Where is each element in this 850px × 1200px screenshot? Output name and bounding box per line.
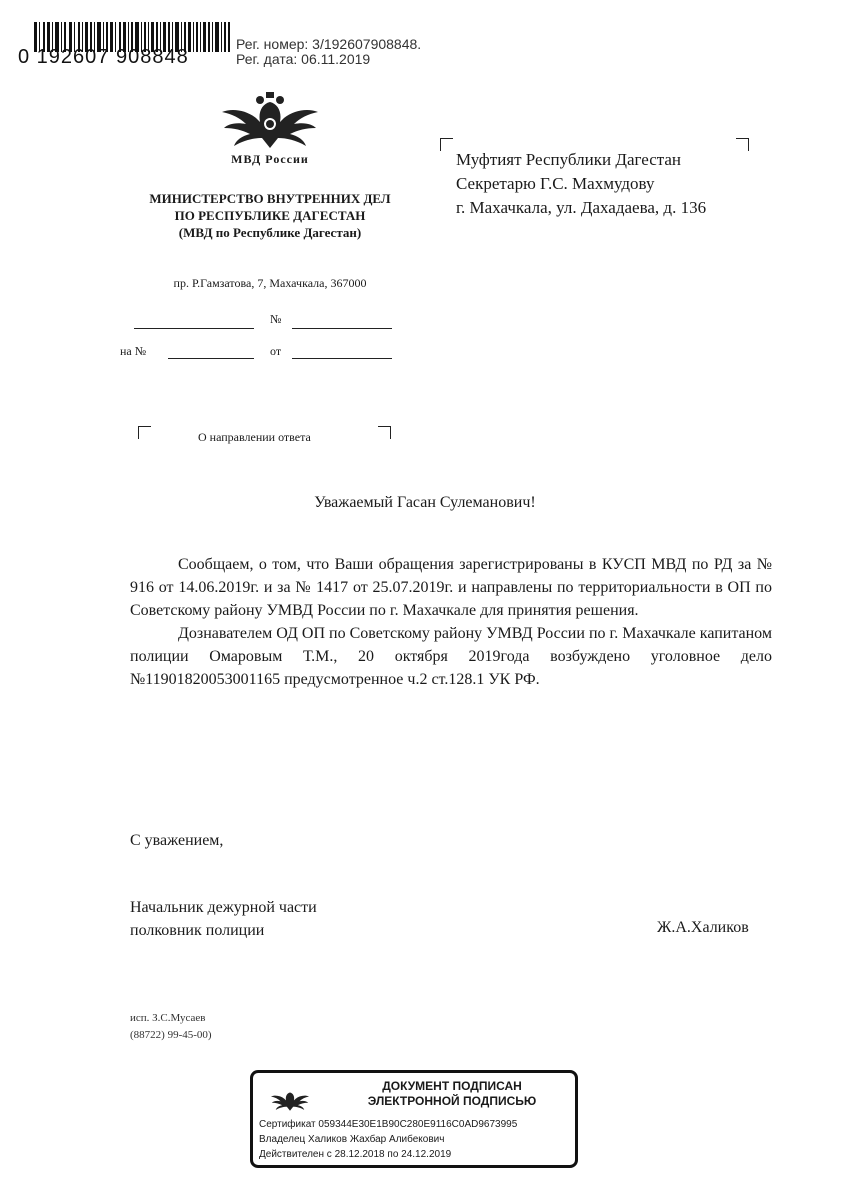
registration-date: Рег. дата: 06.11.2019 [236, 51, 371, 67]
position-line: полковник полиции [130, 922, 265, 939]
stamp-certificate: Сертификат 059344E30E1B90C280E9116C0AD9673995 [259, 1119, 518, 1130]
subject-corner-left [138, 426, 151, 439]
recipient-line: Секретарю Г.С. Махмудову [456, 174, 655, 193]
position-line: Начальник дежурной части [130, 899, 317, 916]
stamp-owner: Владелец Халиков Жахбар Алибекович [259, 1134, 445, 1145]
barcode-number: 0 192607 908848 [18, 46, 189, 68]
body-paragraph: Дознавателем ОД ОП по Советскому району УМВД России по г. Махачкале капитаном полиции Омаровым Т.М., 20 октября 2019года возбуждено уголовное дело №11901820053001165 предусмотренное ч.2 ст.128.1 УК РФ. [130, 625, 772, 688]
recipient-line: г. Махачкала, ул. Дахадаева, д. 136 [456, 198, 707, 217]
subject-line: О направлении ответа [198, 430, 311, 444]
outgoing-number-blank [292, 328, 392, 329]
stamp-validity: Действителен с 28.12.2018 по 24.12.2019 [259, 1149, 452, 1160]
recipient-address [456, 148, 706, 220]
subject-corner-right [378, 426, 391, 439]
double-headed-eagle-emblem-icon [222, 92, 318, 150]
recipient-corner-left [440, 138, 453, 151]
ministry-short-name: МВД России [231, 152, 309, 166]
stamp-title-line: ЭЛЕКТРОННОЙ ПОДПИСЬЮ [367, 1094, 537, 1108]
reference-number-blank [168, 358, 254, 359]
outgoing-date-blank [134, 328, 254, 329]
executor-phone: (88722) 99-45-00) [130, 1029, 212, 1041]
reference-from-label: от [270, 344, 282, 358]
executor-name: исп. З.С.Мусаев [130, 1012, 206, 1024]
ministry-full-name [120, 190, 420, 241]
greeting: Уважаемый Гасан Сулеманович! [314, 494, 536, 511]
letter-body [130, 553, 772, 691]
stamp-emblem-icon [271, 1083, 309, 1117]
reference-date-blank [292, 358, 392, 359]
recipient-line: Муфтият Республики Дагестан [456, 150, 682, 169]
ministry-line: ПО РЕСПУБЛИКЕ ДАГЕСТАН [174, 208, 366, 223]
body-paragraph: Сообщаем, о том, что Ваши обращения зарегистрированы в КУСП МВД по РД за № 916 от 14.06.2019г. и за № 1417 от 25.07.2019г. и направлены по территориальности в ОП по Советскому району УМВД России по г. Махачкале для принятия решения. [130, 556, 772, 619]
closing-regards: С уважением, [130, 832, 224, 849]
ministry-line: МИНИСТЕРСТВО ВНУТРЕННИХ ДЕЛ [149, 191, 391, 206]
stamp-title [337, 1079, 567, 1109]
signer-position [130, 896, 317, 942]
signer-name: Ж.А.Халиков [657, 919, 749, 936]
number-sign: № [270, 312, 282, 326]
registration-number: Рег. номер: 3/192607908848. [236, 36, 422, 52]
sender-address: пр. Р.Гамзатова, 7, Махачкала, 367000 [173, 276, 367, 290]
reference-number-label: на № [120, 344, 147, 358]
stamp-title-line: ДОКУМЕНТ ПОДПИСАН [382, 1079, 522, 1093]
ministry-line: (МВД по Республике Дагестан) [178, 225, 362, 240]
electronic-signature-stamp [250, 1070, 578, 1168]
recipient-corner-right [736, 138, 749, 151]
executor-info [130, 1010, 212, 1044]
